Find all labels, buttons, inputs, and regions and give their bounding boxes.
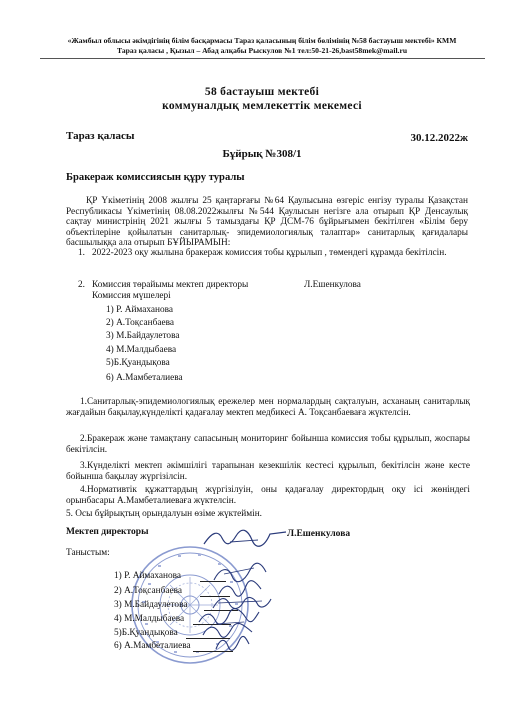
order-item-2: [78, 280, 470, 291]
acq-member-name: 6) А.Мамбеталиева: [114, 641, 191, 651]
acq-member-6: [114, 641, 191, 652]
acquainted-label: Таныстым:: [66, 548, 110, 558]
order-date: 30.12.2022ж: [410, 132, 468, 144]
paragraph-4: 4.Нормативтік құжаттардың жүргізілуін, оны қадағалау директордың оқу ісі жөніндегі орынбасары А.Мамбеталиеваға жүктелсін.: [66, 485, 470, 506]
order-number: Бұйрық №308/1: [222, 148, 302, 160]
paragraph-1: 1.Санитарлық-эпидемиологиялық ережелер мен нормалардың сақталуын, асханаың санитарлық жағдайын бақылау,күнделікті қадағалау мектеп медбикесі А. Тоқсанбаеваға жүктелсін.: [66, 397, 470, 418]
member-6: 6) А.Мамбеталиева: [106, 373, 183, 383]
acq-member-1: [114, 571, 181, 582]
acq-member-name: 5)Б.Қуандықова: [114, 628, 178, 638]
members-label: Комиссия мүшелері: [92, 291, 171, 301]
paragraph-2: 2.Бракераж және тамақтану сапасының мониторинг бойынша комиссия тобы құрылып, жоспары бекітілсін.: [66, 434, 470, 455]
acq-member-4: [114, 614, 184, 625]
paragraph-5: 5. Осы бұйрықтың орындалуын өзіме жүктеймін.: [66, 509, 263, 519]
org-header-line2: Тараз қаласы , Қызыл – Абад алқабы Рыскулов №1 тел:50-21-26,bast58mek@mail.ru: [116, 46, 408, 55]
acq-member-name: 2) А.Тоқсанбаева: [114, 586, 182, 596]
place: Тараз қаласы: [66, 130, 135, 142]
signature-6-icon: [212, 634, 252, 654]
school-name-line1: 58 бастауыш мектебі: [204, 86, 320, 98]
org-header-line1: «Жамбыл облысы әкімдігінің білім басқармасы Тараз қаласының білім бөлімінің №58 бастауыш мектебі» КММ: [67, 36, 457, 45]
school-name-line2: коммуналдық мемлекеттік мекемесі: [162, 100, 362, 112]
acq-member-2: [114, 586, 182, 597]
acq-member-name: 1) Р. Аймаханова: [114, 571, 182, 581]
item-number: 2.: [78, 280, 85, 290]
item-text: 2022-2023 оқу жылына бракераж комиссия тобы құрылып , төмендегі құрамда бекітілсін.: [92, 248, 447, 258]
member-1: 1) Р. Аймаханова: [106, 305, 174, 315]
member-4: 4) М.Малдыбаева: [106, 345, 177, 355]
director-signature-icon: [200, 528, 290, 550]
chair-name: Л.Ешенкулова: [304, 280, 361, 290]
order-item-1: [78, 248, 470, 259]
item-text: Комиссия төрайымы мектеп директоры: [92, 280, 249, 290]
item-number: 1.: [78, 248, 85, 258]
member-3: 3) М.Байдаулетова: [106, 331, 180, 341]
preamble: ҚР Үкіметінің 2008 жылғы 25 қаңтарғағы №64 Қаулысына өзгеріс енгізу туралы Қазақстан Республикасы Үкіметінің 08.08.2022жылғы №544 Қаулысын негізге ала отырып ҚР Денсаулық сақтау министрінің 2021 жылғы 5 тамыздағы ҚР ДСМ-76 бұйрығымен бекітілген «Білім беру объектілеріне қойылатын санитарлық- эпидемиологиялық талаптар» санитарлық қағидалары басшылыққа ала отырып БҰЙЫРАМЫН:: [66, 196, 468, 249]
acq-member-name: 4) М.Малдыбаева: [114, 614, 185, 624]
director-label: Мектеп директоры: [66, 527, 149, 537]
acq-member-name: 3) М.Байдаулетова: [114, 600, 188, 610]
director-name: Л.Ешенкулова: [287, 529, 351, 539]
header-divider: [40, 58, 485, 59]
paragraph-3: 3.Күнделікті мектеп әкімшілігі тарапынан кезекшілік кестесі құрылып, бекітілсін және кесте бойынша бақылау жүргізілсін.: [66, 461, 470, 482]
order-subject: Бракераж комиссиясын құру туралы: [66, 172, 245, 183]
acq-member-3: [114, 600, 187, 611]
member-5: 5)Б.Қуандықова: [106, 358, 170, 368]
member-2: 2) А.Тоқсанбаева: [106, 318, 174, 328]
acq-member-5: [114, 628, 178, 639]
